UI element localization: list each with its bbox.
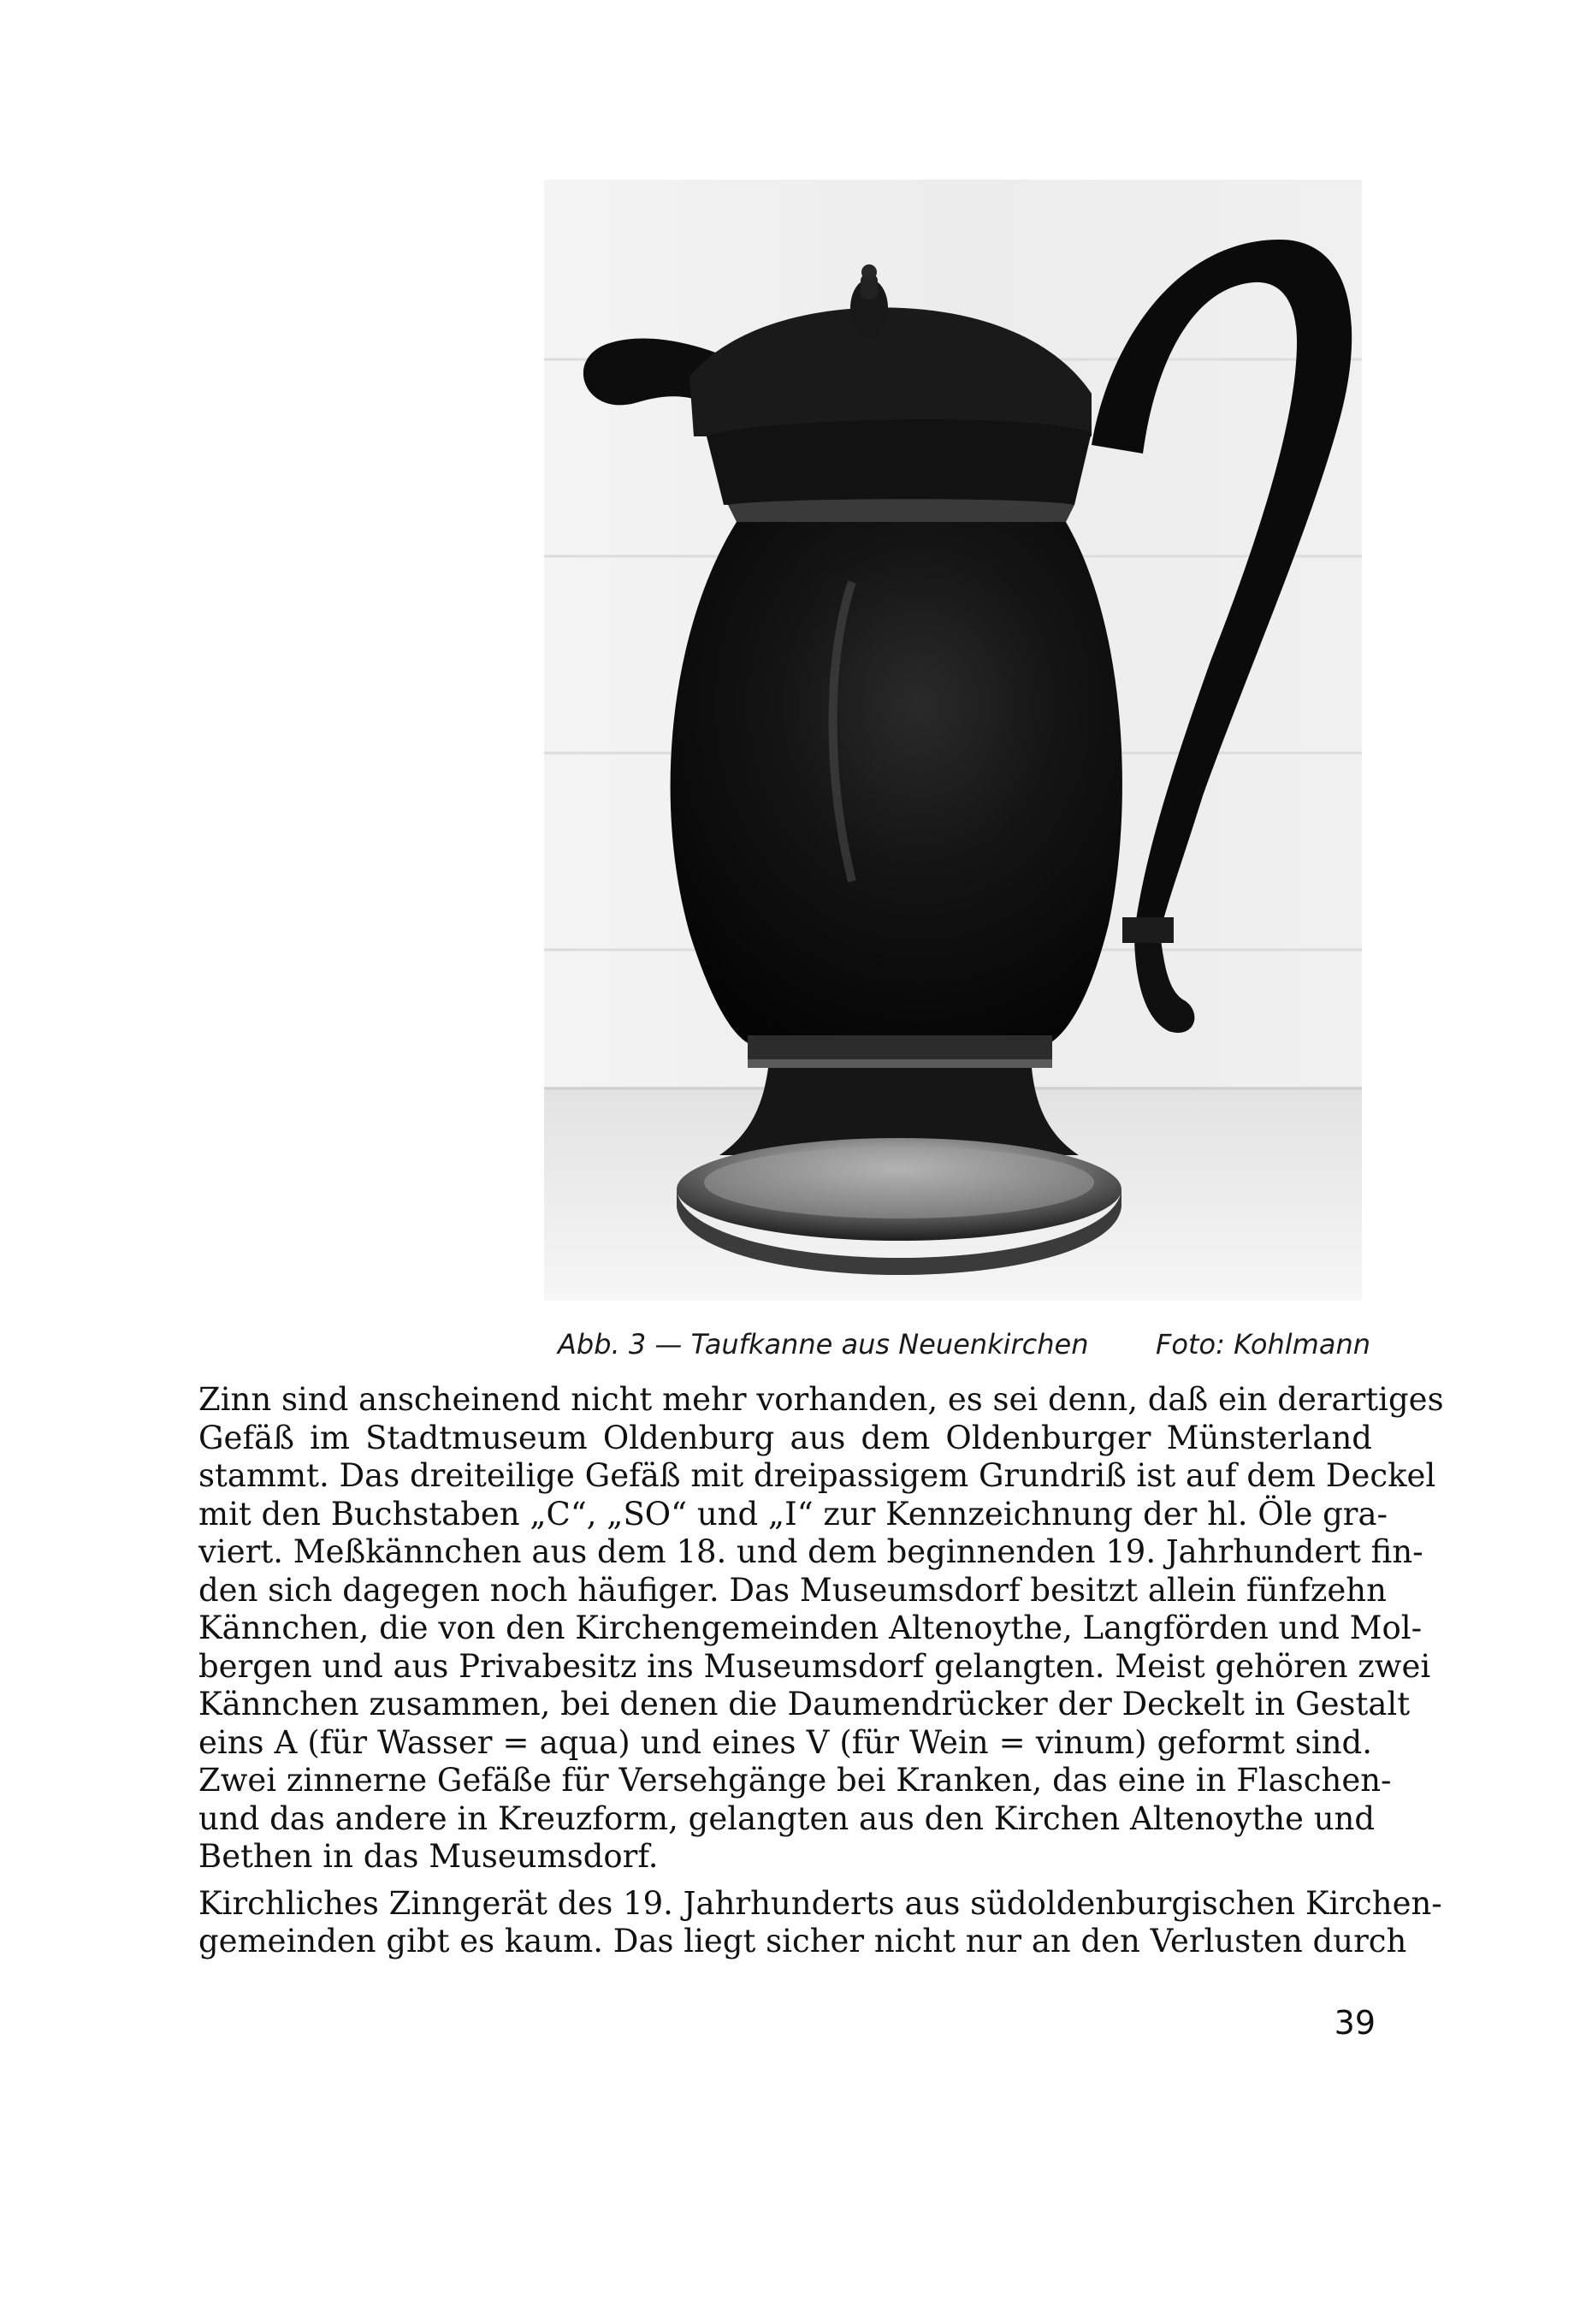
paragraph-break: [198, 1876, 1372, 1885]
text-line: viert. Meßkännchen aus dem 18. und dem beginnenden 19. Jahrhundert fin-: [198, 1533, 1423, 1570]
text-line: Zwei zinnerne Gefäße für Versehgänge bei Kranken, das eine in Flaschen-: [198, 1762, 1392, 1799]
text-line: stammt. Das dreiteilige Gefäß mit dreipassigem Grundriß ist auf dem Deckel: [198, 1457, 1436, 1494]
text-line: Kännchen, die von den Kirchengemeinden Altenoythe, Langförden und Mol-: [198, 1610, 1423, 1646]
figure-caption: [558, 1328, 1370, 1366]
caption-title: Abb. 3 — Taufkanne aus Neuenkirchen: [558, 1328, 1089, 1361]
jug-image: [544, 180, 1362, 1301]
text-line: bergen und aus Privabesitz ins Museumsdorf gelangten. Meist gehören zwei: [198, 1647, 1431, 1685]
text-line: Bethen in das Museumsdorf.: [198, 1838, 659, 1875]
text-line: eins A (für Wasser = aqua) und eines V (für Wein = vinum) geformt sind.: [198, 1723, 1372, 1761]
text-line: Gefäß im Stadtmuseum Oldenburg aus dem Oldenburger Münsterland: [198, 1419, 1372, 1456]
text-line: Zinn sind anscheinend nicht mehr vorhanden, es sei denn, daß ein derartiges: [198, 1381, 1444, 1418]
text-line: und das andere in Kreuzform, gelangten aus den Kirchen Altenoythe und: [198, 1799, 1376, 1837]
body-text: [198, 1381, 1444, 1961]
text-line: gemeinden gibt es kaum. Das liegt sicher nicht nur an den Verlusten durch: [198, 1923, 1407, 1959]
page-number: 39: [1334, 2004, 1376, 2042]
jug-photograph: [544, 180, 1362, 1301]
text-line: den sich dagegen noch häufiger. Das Museumsdorf besitzt allein fünfzehn: [198, 1571, 1387, 1609]
text-line: mit den Buchstaben „C“, „SO“ und „I“ zur Kennzeichnung der hl. Öle gra-: [198, 1495, 1388, 1533]
caption-photo-credit: Foto: Kohlmann: [1156, 1328, 1370, 1361]
text-line: Kännchen zusammen, bei denen die Daumendrücker der Deckelt in Gestalt: [198, 1686, 1411, 1722]
jug-body: [671, 522, 1122, 1044]
text-line: Kirchliches Zinngerät des 19. Jahrhunderts aus südoldenburgischen Kirchen-: [198, 1884, 1442, 1922]
